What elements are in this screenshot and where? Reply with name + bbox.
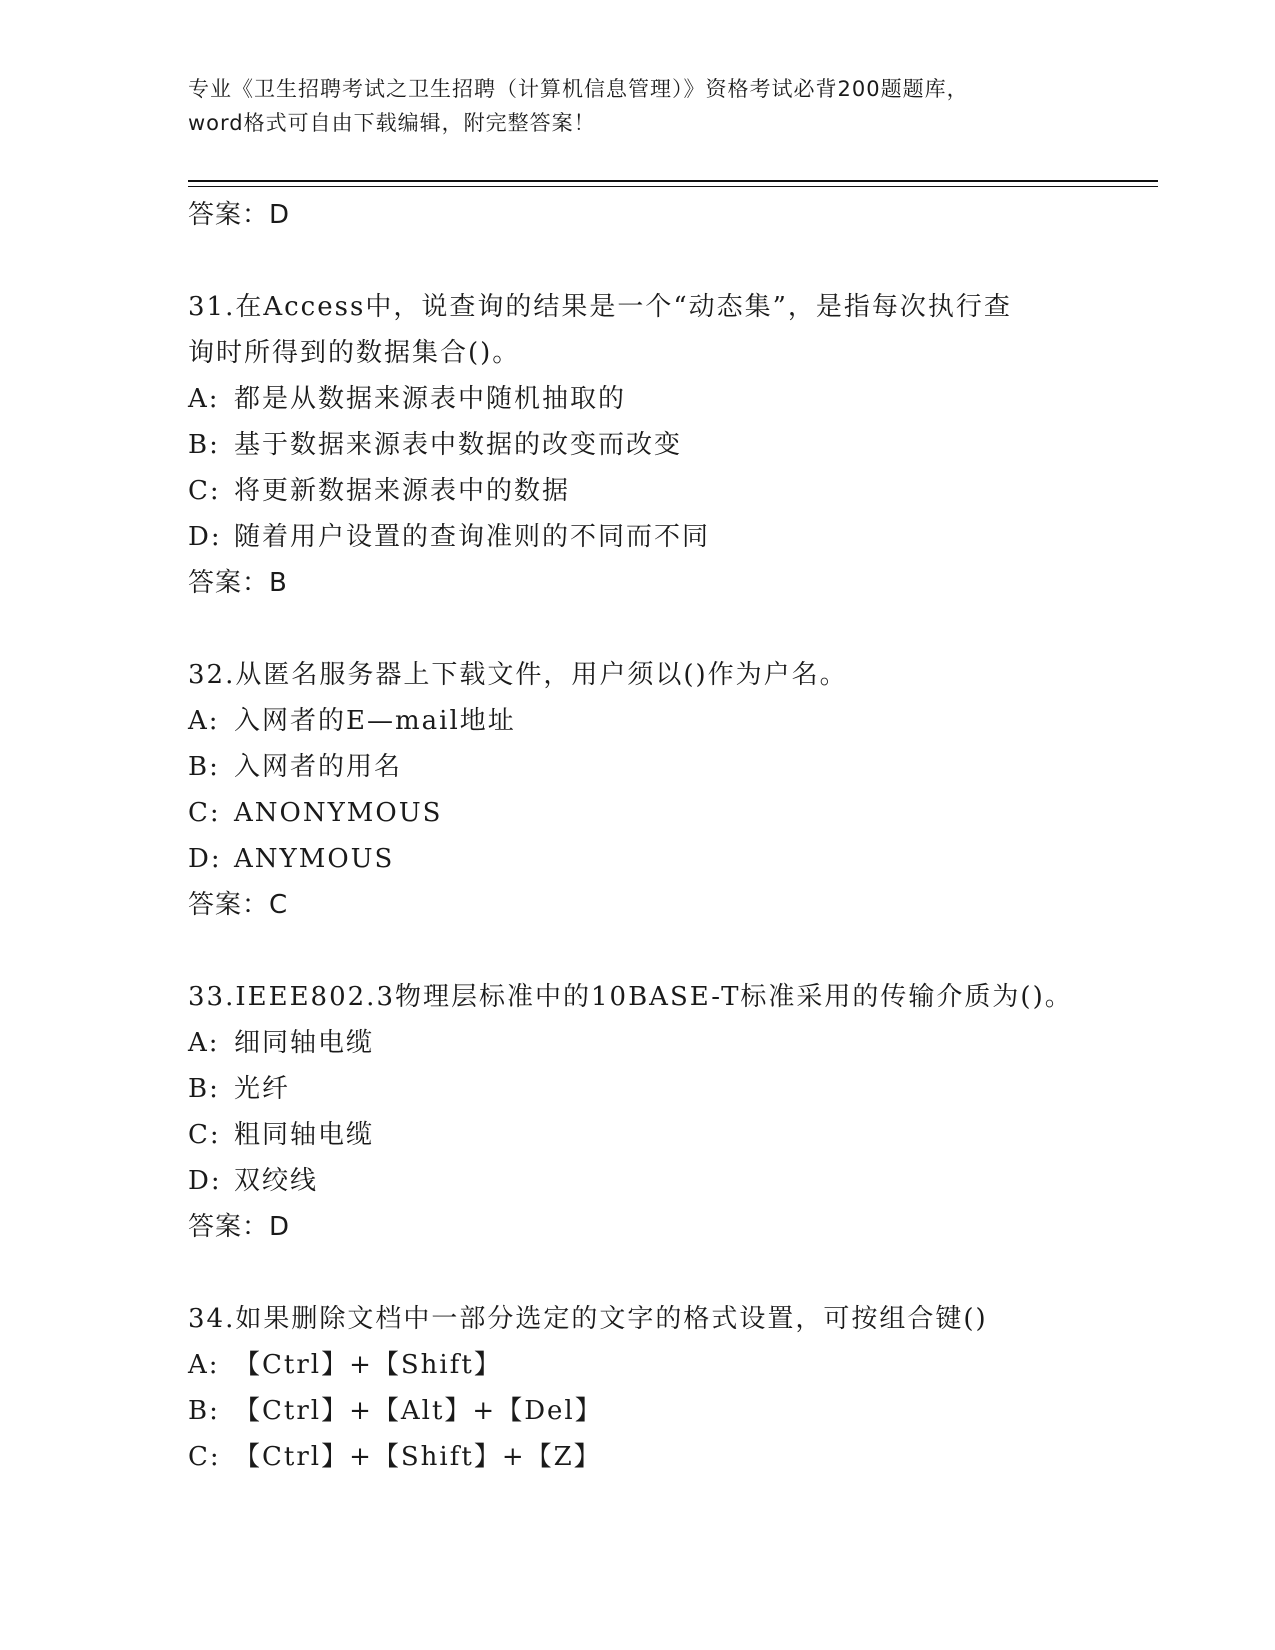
answer-line: 答案：D [188,1212,291,1242]
option-d [188,1158,1158,1204]
option-text: ANYMOUS [234,844,395,874]
spacer [188,606,1158,652]
header-line-2: word格式可自由下载编辑，附完整答案！ [188,111,596,135]
option-c [188,1112,1158,1158]
option-d [188,836,1158,882]
option-text: 基于数据来源表中数据的改变而改变 [234,430,683,460]
option-letter: C: [188,798,221,828]
option-a [188,1342,1158,1388]
option-text: 入网者的用名 [234,752,403,782]
spacer [188,928,1158,974]
question-block [188,284,1158,606]
option-text: 都是从数据来源表中随机抽取的 [234,384,627,414]
option-text: 粗同轴电缆 [234,1120,375,1150]
question-stem: 34.如果删除文档中一部分选定的文字的格式设置，可按组合键() [188,1304,988,1334]
option-letter: A: [188,384,220,414]
option-d [188,514,1158,560]
answer-line: 答案：C [188,890,289,920]
option-a [188,376,1158,422]
option-letter: B: [188,752,220,782]
question-stem: 32.从匿名服务器上下载文件，用户须以()作为户名。 [188,660,848,690]
document-body [188,192,1158,1480]
option-letter: A: [188,1350,220,1380]
option-letter: B: [188,1074,220,1104]
option-c [188,790,1158,836]
option-letter: C: [188,1442,221,1472]
option-b [188,1388,1158,1434]
option-text: 【Ctrl】+【Shift】+【Z】 [234,1442,602,1472]
option-text: 【Ctrl】+【Shift】 [234,1350,502,1380]
option-b [188,1066,1158,1112]
question-block [188,652,1158,928]
option-b [188,744,1158,790]
option-letter: B: [188,1396,220,1426]
question-stem: 31.在Access中，说查询的结果是一个“动态集”，是指每次执行查 [188,292,1012,322]
option-text: ANONYMOUS [234,798,443,828]
option-letter: D: [188,522,222,552]
option-c [188,1434,1158,1480]
option-b [188,422,1158,468]
spacer [188,238,1158,284]
option-text: 光纤 [234,1074,291,1104]
option-c [188,468,1158,514]
option-text: 细同轴电缆 [234,1028,375,1058]
option-a [188,1020,1158,1066]
option-text: 双绞线 [234,1166,319,1196]
answer-line: 答案：B [188,568,288,598]
option-text: 将更新数据来源表中的数据 [234,476,571,506]
document-header [188,72,1088,140]
header-divider-thick [188,180,1158,182]
option-letter: B: [188,430,220,460]
option-letter: D: [188,1166,222,1196]
header-divider-thin [188,186,1158,187]
option-letter: C: [188,476,221,506]
question-block [188,1296,1158,1480]
option-letter: A: [188,1028,220,1058]
spacer [188,1250,1158,1296]
option-text: 随着用户设置的查询准则的不同而不同 [234,522,711,552]
option-letter: A: [188,706,220,736]
option-text: 【Ctrl】+【Alt】+【Del】 [234,1396,603,1426]
option-letter: D: [188,844,222,874]
option-text: 入网者的E—mail地址 [234,706,516,736]
question-stem: 33.IEEE802.3物理层标准中的10BASE-T标准采用的传输介质为()。 [188,982,1073,1012]
option-a [188,698,1158,744]
question-block [188,974,1158,1250]
question-stem-continued: 询时所得到的数据集合()。 [188,338,521,368]
option-letter: C: [188,1120,221,1150]
answer-line: 答案：D [188,200,291,230]
header-line-1: 专业《卫生招聘考试之卫生招聘（计算机信息管理）》资格考试必背200题题库， [188,77,969,101]
